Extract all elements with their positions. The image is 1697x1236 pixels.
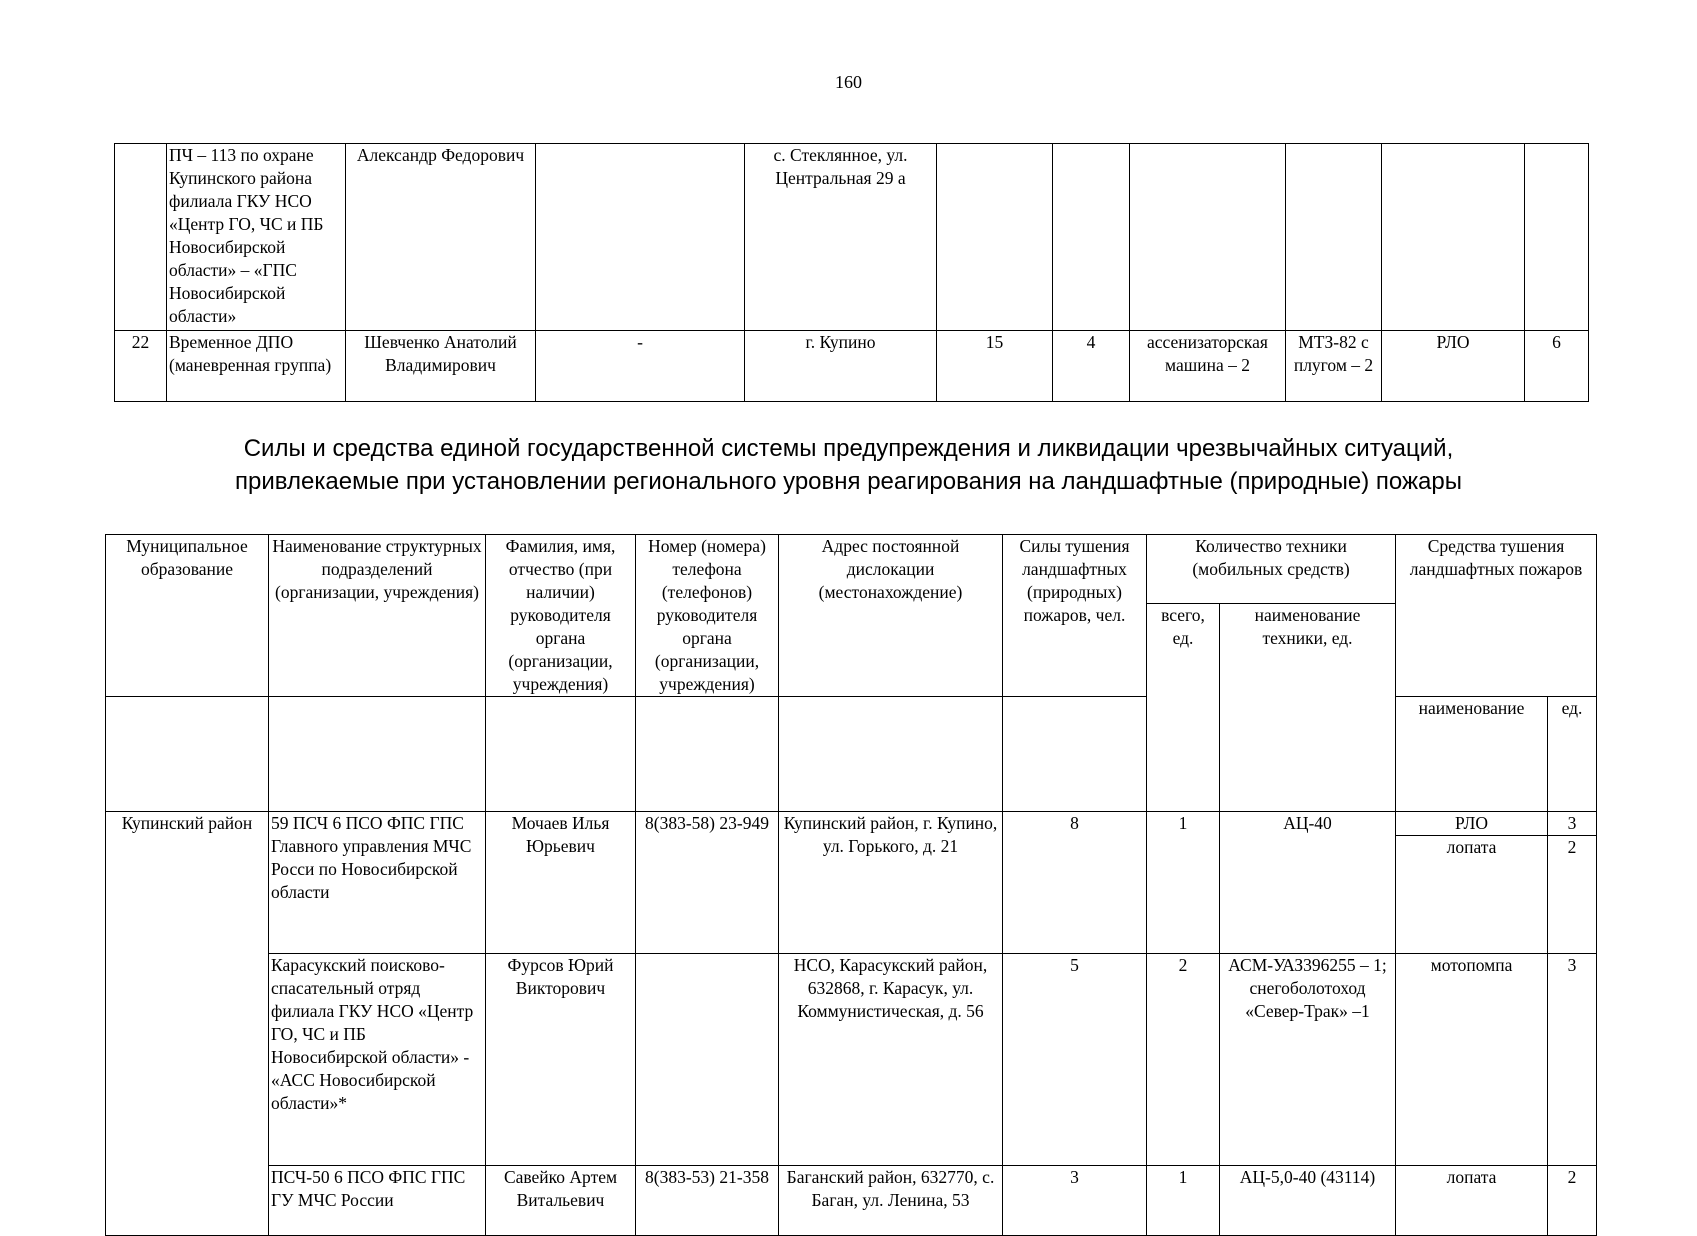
header-tools-name: наименование <box>1396 697 1548 812</box>
header-tools-qty: ед. <box>1548 697 1597 812</box>
phone <box>536 144 745 331</box>
tool-name: лопата <box>1396 1166 1548 1236</box>
forces-count: 8 <box>1003 812 1147 954</box>
header-cont <box>269 697 486 812</box>
table-row <box>106 954 1597 1166</box>
equipment-name: АСМ-УАЗ396255 – 1; снегоболотоход «Север-Трак» –1 <box>1220 954 1396 1166</box>
header-phone: Номер (номера) телефона (телефонов) руководителя органа (организации, учреждения) <box>636 535 779 697</box>
forces-count <box>937 144 1053 331</box>
header-cont <box>1003 697 1147 812</box>
equipment-total: 1 <box>1147 1166 1220 1236</box>
table-row <box>106 812 1597 836</box>
head-name: Шевченко Анатолий Владимирович <box>346 331 536 402</box>
phone: - <box>536 331 745 402</box>
forces-count: 3 <box>1003 1166 1147 1236</box>
header-cont <box>636 697 779 812</box>
equipment-total <box>1053 144 1130 331</box>
header-cont <box>486 697 636 812</box>
equipment-total: 4 <box>1053 331 1130 402</box>
row-number: 22 <box>115 331 167 402</box>
heading-line-1: Силы и средства единой государственной системы предупреждения и ликвидации чрезвычайных ситуаций, <box>243 435 1454 462</box>
continuation-table <box>114 143 1589 402</box>
header-cont <box>106 697 269 812</box>
address: г. Купино <box>745 331 937 402</box>
row-number <box>115 144 167 331</box>
tool-qty: 6 <box>1525 331 1589 402</box>
tool-name: лопата <box>1396 836 1548 954</box>
tool-name <box>1382 144 1525 331</box>
forces-count: 5 <box>1003 954 1147 1166</box>
address: Баганский район, 632770, с. Баган, ул. Ленина, 53 <box>779 1166 1003 1236</box>
phone: 8(383-58) 23-949 <box>636 812 779 954</box>
head-name: Савейко Артем Витальевич <box>486 1166 636 1236</box>
unit-name: Карасукский поисково-спасательный отряд филиала ГКУ НСО «Центр ГО, ЧС и ПБ Новосибирской области» - «АСС Новосибирской области»* <box>269 954 486 1166</box>
tool-qty: 2 <box>1548 836 1597 954</box>
unit-name: Временное ДПО (маневренная группа) <box>167 331 346 402</box>
header-equipment-name: наименование техники, ед. <box>1220 604 1396 812</box>
tool-qty: 3 <box>1548 954 1597 1166</box>
equipment-name: АЦ-40 <box>1220 812 1396 954</box>
header-tools-group: Средства тушения ландшафтных пожаров <box>1396 535 1597 697</box>
tool-qty <box>1525 144 1589 331</box>
municipal-name: Купинский район <box>106 812 269 1236</box>
forces-table <box>105 534 1597 1236</box>
table-row <box>115 144 1589 331</box>
equipment-total: 1 <box>1147 812 1220 954</box>
equipment-name: ассенизаторская машина – 2 <box>1130 331 1286 402</box>
header-row <box>106 535 1597 604</box>
equipment-name <box>1130 144 1286 331</box>
page-number: 160 <box>835 72 862 92</box>
heading-line-2: привлекаемые при установлении регионального уровня реагирования на ландшафтные (природные) пожары <box>235 468 1462 495</box>
equipment-name-2 <box>1286 144 1382 331</box>
section-heading <box>0 432 1697 498</box>
unit-name: 59 ПСЧ 6 ПСО ФПС ГПС Главного управления МЧС Росси по Новосибирской области <box>269 812 486 954</box>
tool-name: РЛО <box>1382 331 1525 402</box>
header-cont <box>779 697 1003 812</box>
address: с. Стеклянное, ул. Центральная 29 а <box>745 144 937 331</box>
head-name: Фурсов Юрий Викторович <box>486 954 636 1166</box>
head-name: Мочаев Илья Юрьевич <box>486 812 636 954</box>
unit-name: ПЧ – 113 по охране Купинского района филиала ГКУ НСО «Центр ГО, ЧС и ПБ Новосибирской области» – «ГПС Новосибирской области» <box>167 144 346 331</box>
equipment-name-2: МТЗ-82 с плугом – 2 <box>1286 331 1382 402</box>
address: Купинский район, г. Купино, ул. Горького, д. 21 <box>779 812 1003 954</box>
header-head: Фамилия, имя, отчество (при наличии) руководителя органа (организации, учреждения) <box>486 535 636 697</box>
equipment-name: АЦ-5,0-40 (43114) <box>1220 1166 1396 1236</box>
header-equipment-total: всего, ед. <box>1147 604 1220 812</box>
tool-name: РЛО <box>1396 812 1548 836</box>
header-address: Адрес постоянной дислокации (местонахождение) <box>779 535 1003 697</box>
tool-qty: 2 <box>1548 1166 1597 1236</box>
table-row <box>115 331 1589 402</box>
tool-name: мотопомпа <box>1396 954 1548 1166</box>
forces-count: 15 <box>937 331 1053 402</box>
phone <box>636 954 779 1166</box>
header-municipal: Муниципальное образование <box>106 535 269 697</box>
unit-name: ПСЧ-50 6 ПСО ФПС ГПС ГУ МЧС России <box>269 1166 486 1236</box>
table-row <box>106 1166 1597 1236</box>
phone: 8(383-53) 21-358 <box>636 1166 779 1236</box>
equipment-total: 2 <box>1147 954 1220 1166</box>
address: НСО, Карасукский район, 632868, г. Карасук, ул. Коммунистическая, д. 56 <box>779 954 1003 1166</box>
tool-qty: 3 <box>1548 812 1597 836</box>
header-equipment-group: Количество техники (мобильных средств) <box>1147 535 1396 604</box>
header-forces: Силы тушения ландшафтных (природных) пожаров, чел. <box>1003 535 1147 697</box>
head-name: Александр Федорович <box>346 144 536 331</box>
header-unit: Наименование структурных подразделений (организации, учреждения) <box>269 535 486 697</box>
